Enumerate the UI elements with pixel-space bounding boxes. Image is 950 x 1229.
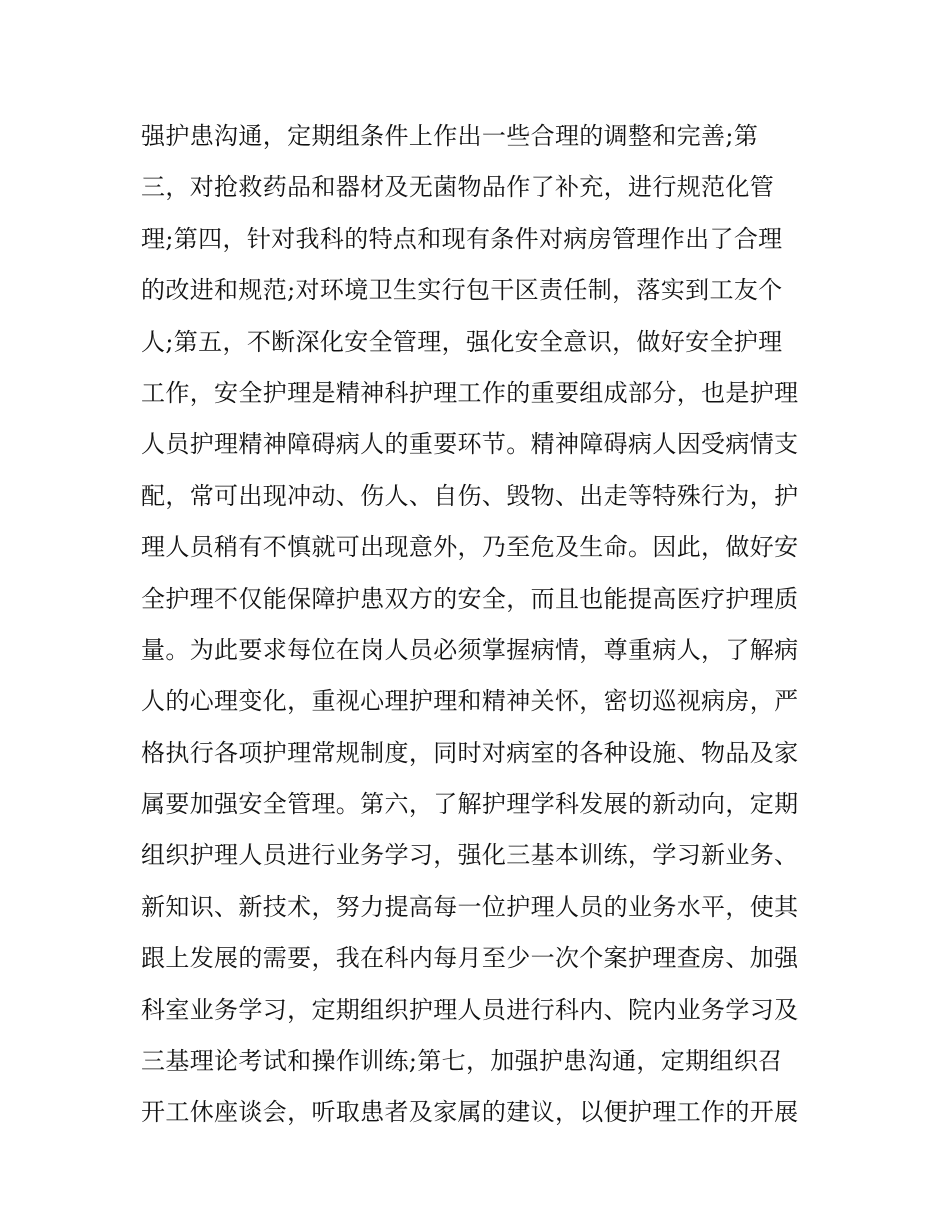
text-line: 理;第四，针对我科的特点和现有条件对病房管理作出了合理 xyxy=(141,224,783,253)
text-line: 属要加强安全管理。第六，了解护理学科发展的新动向，定期 xyxy=(141,790,799,819)
text-line: 人的心理变化，重视心理护理和精神关怀，密切巡视病房，严 xyxy=(141,687,799,716)
text-line: 科室业务学习，定期组织护理人员进行科内、院内业务学习及 xyxy=(141,995,799,1024)
text-line: 强护患沟通，定期组条件上作出一些合理的调整和完善;第 xyxy=(141,122,759,150)
text-line: 的改进和规范;对环境卫生实行包干区责任制，落实到工友个 xyxy=(141,276,783,305)
text-line: 组织护理人员进行业务学习，强化三基本训练，学习新业务、 xyxy=(141,841,799,870)
text-line: 人员护理精神障碍病人的重要环节。精神障碍病人因受病情支 xyxy=(141,430,799,459)
text-line: 理人员稍有不慎就可出现意外，乃至危及生命。因此，做好安 xyxy=(141,533,799,562)
text-line: 全护理不仅能保障护患双方的安全，而且也能提高医疗护理质 xyxy=(141,584,799,613)
text-line: 三基理论考试和操作训练;第七，加强护患沟通，定期组织召 xyxy=(141,1047,783,1076)
text-line: 格执行各项护理常规制度，同时对病室的各种设施、物品及家 xyxy=(141,738,799,767)
text-line: 新知识、新技术，努力提高每一位护理人员的业务水平，使其 xyxy=(141,892,799,921)
text-line: 开工休座谈会，听取患者及家属的建议，以便护理工作的开展 xyxy=(141,1098,799,1127)
text-line: 跟上发展的需要，我在科内每月至少一次个案护理查房、加强 xyxy=(141,944,799,973)
text-line: 人;第五，不断深化安全管理，强化安全意识，做好安全护理 xyxy=(141,327,783,356)
text-line: 工作，安全护理是精神科护理工作的重要组成部分，也是护理 xyxy=(141,378,799,407)
text-line: 三，对抢救药品和器材及无菌物品作了补充，进行规范化管 xyxy=(141,173,775,202)
text-line: 配，常可出现冲动、伤人、自伤、毁物、出走等特殊行为，护 xyxy=(141,481,799,510)
text-line: 量。为此要求每位在岗人员必须掌握病情，尊重病人，了解病 xyxy=(141,635,799,664)
body-text xyxy=(141,111,821,1139)
